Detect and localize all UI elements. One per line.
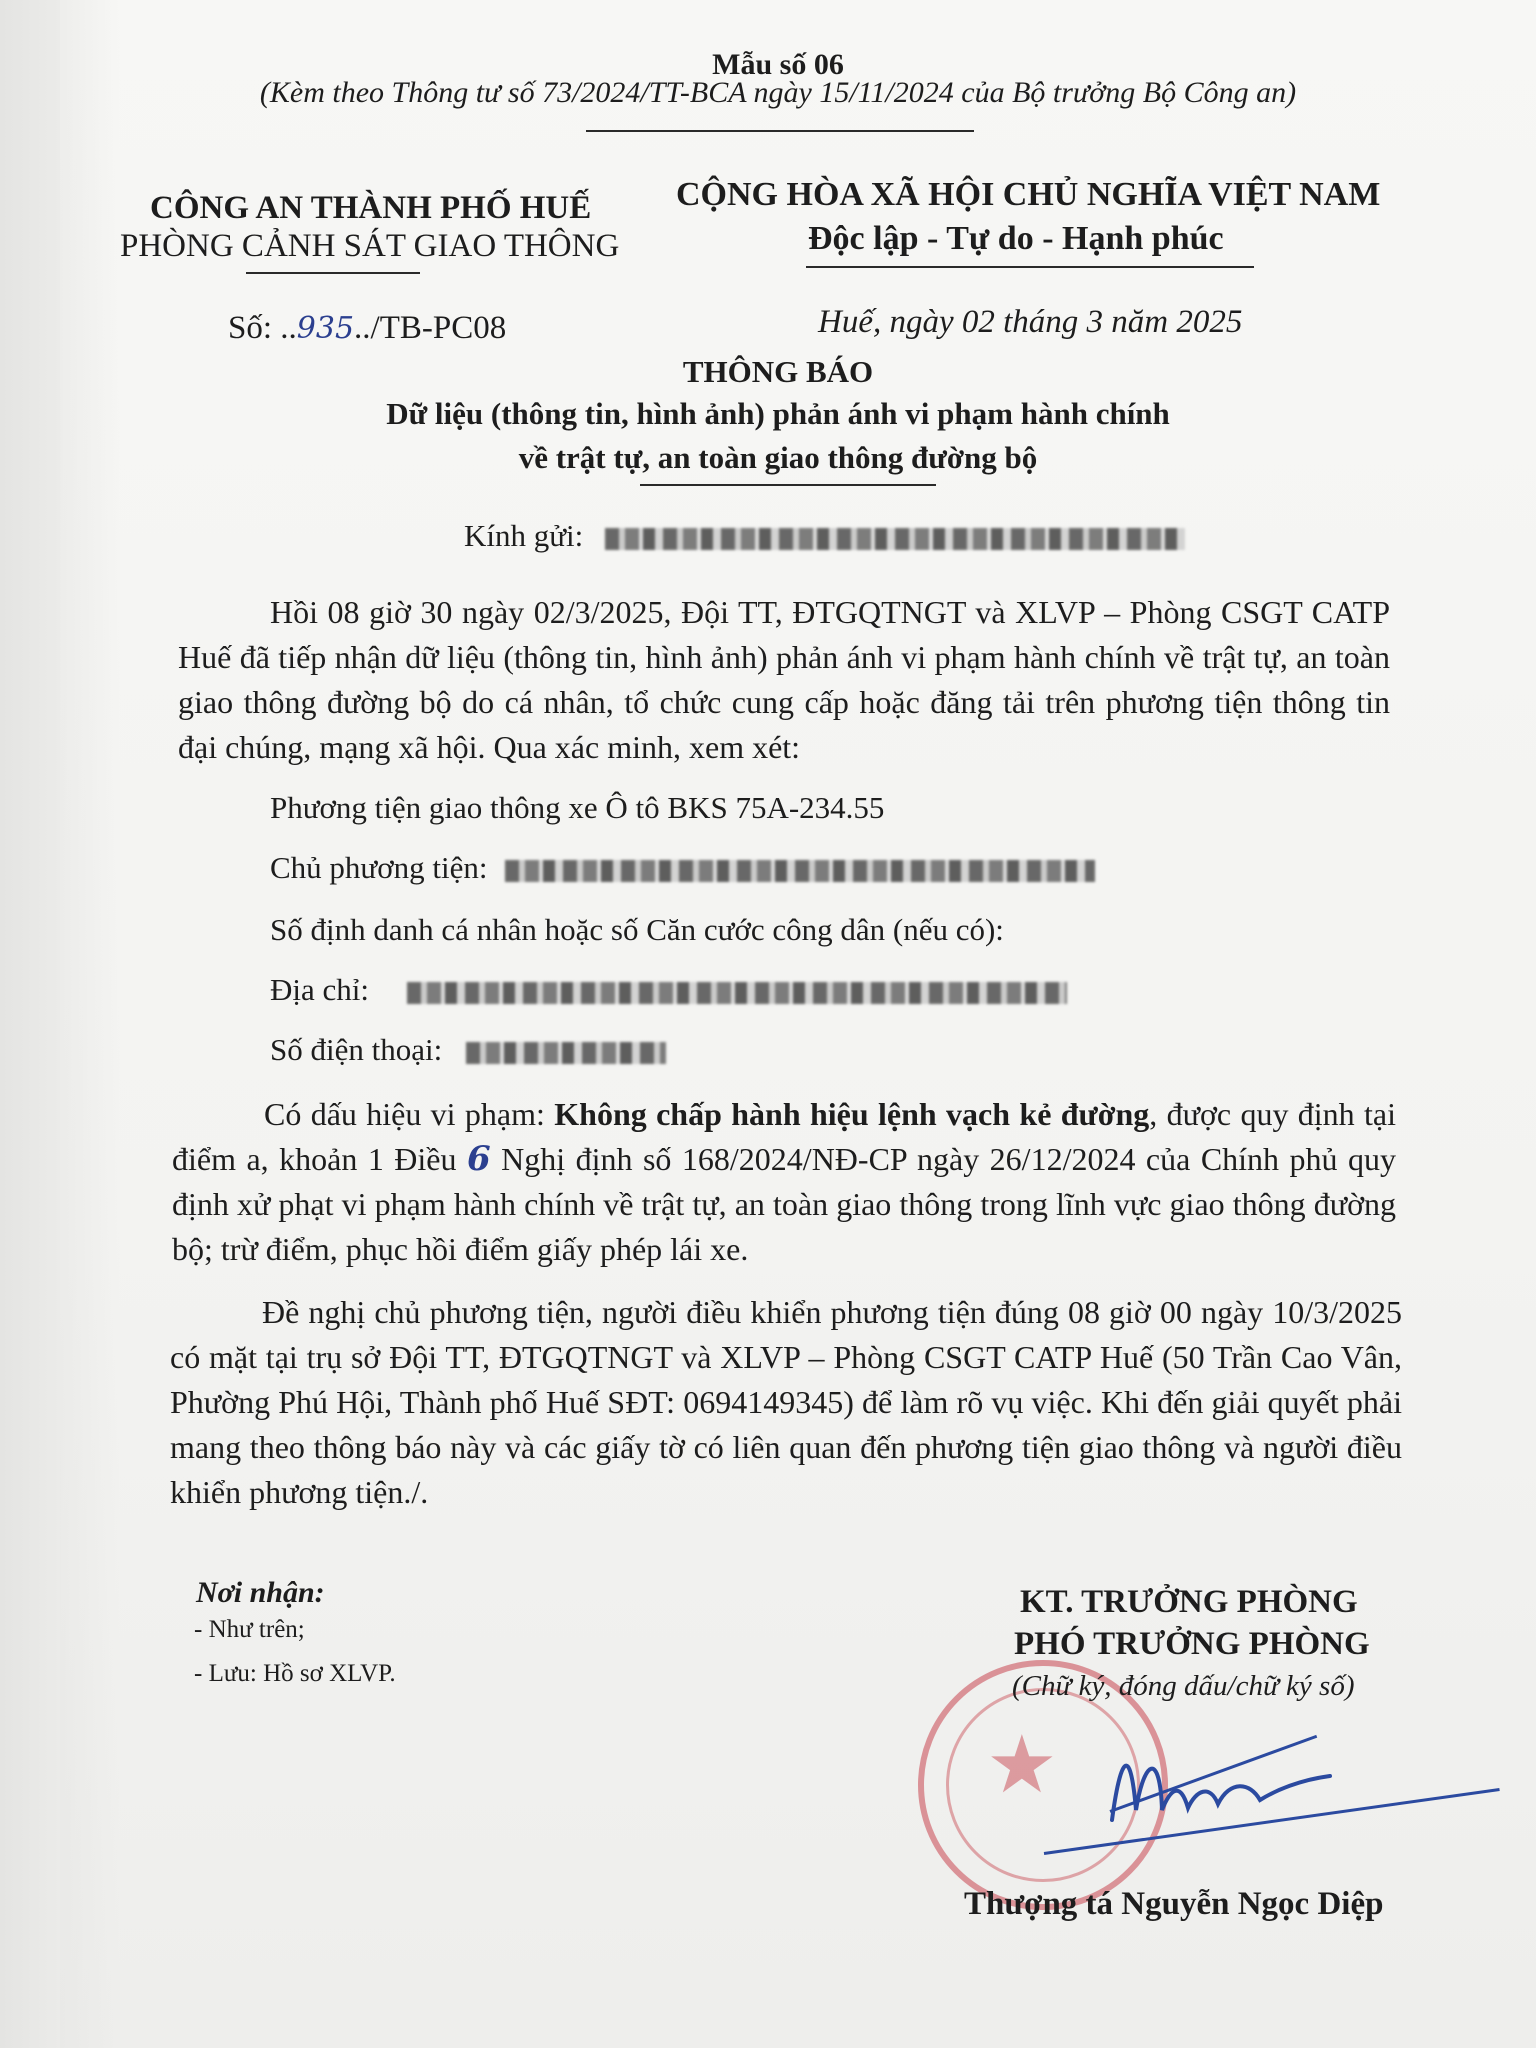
place-date: Huế, ngày 02 tháng 3 năm 2025 (818, 304, 1243, 340)
notice-subtitle-2: về trật tự, an toàn giao thông đường bộ (518, 440, 1038, 475)
addressee-redacted (605, 528, 1185, 550)
signer-name: Thượng tá Nguyễn Ngọc Diệp (964, 1886, 1384, 1922)
agency-name: CÔNG AN THÀNH PHỐ HUẾ (150, 190, 592, 226)
address-label: Địa chỉ: (270, 972, 369, 1007)
address-line (270, 972, 1067, 1008)
document-number-suffix: ../TB-PC08 (354, 310, 507, 346)
agency-rule (246, 272, 420, 274)
paragraph-summons-text: Đề nghị chủ phương tiện, người điều khiển phương tiện đúng 08 giờ 00 ngày 10/3/2025 có mặt tại trụ sở Đội TT, ĐTGQTNGT và XLVP – Phòng CSGT CATP Huế (50 Trần Cao Vân, Phường Phú Hội, Thành phố Huế SĐT: 0694149345) để làm rõ vụ việc. Khi đến giải quyết phải mang theo thông báo này và các giấy tờ có liên quan đến phương tiện giao thông và người điều khiển phương tiện./. (170, 1294, 1402, 1510)
id-line: Số định danh cá nhân hoặc số Căn cước công dân (nếu có): (270, 912, 1004, 947)
owner-redacted (505, 860, 1095, 882)
violation-legal-a: , được quy định tại điểm a, khoản 1 Điều (172, 1096, 1397, 1177)
violation-legal-b: Nghị định số 168/2024/NĐ-CP ngày 26/12/2024 của Chính phủ quy định xử phạt vi phạm hành chính về trật tự, an toàn giao thông trong lĩnh vực giao thông đường bộ; trừ điểm, phục hồi điểm giấy phép lái xe. (172, 1141, 1397, 1267)
agency-department: PHÒNG CẢNH SÁT GIAO THÔNG (120, 228, 620, 264)
owner-label: Chủ phương tiện: (270, 850, 488, 885)
national-motto: Độc lập - Tự do - Hạnh phúc (808, 220, 1224, 257)
paragraph-summons (170, 1290, 1402, 1515)
form-reference: (Kèm theo Thông tư số 73/2024/TT-BCA ngày 15/11/2024 của Bộ trưởng Bộ Công an) (259, 76, 1297, 109)
page-edge-shadow (0, 0, 120, 2048)
notice-title: THÔNG BÁO (682, 354, 874, 389)
paragraph-violation (172, 1092, 1396, 1272)
phone-line (270, 1032, 666, 1068)
signature-scribble (1100, 1720, 1340, 1840)
violation-intro: Có dấu hiệu vi phạm: (264, 1096, 555, 1132)
header-rule (586, 130, 974, 132)
form-number: Mẫu số 06 (712, 48, 844, 81)
phone-label: Số điện thoại: (270, 1032, 443, 1067)
recipient-item-1: - Như trên; (194, 1616, 305, 1643)
paragraph-receipt (178, 590, 1390, 770)
owner-line (270, 850, 1095, 886)
addressee (464, 518, 1185, 554)
document-number-handwritten: 935 (296, 311, 355, 346)
recipients-heading: Nơi nhận: (196, 1576, 325, 1609)
paragraph-receipt-text: Hồi 08 giờ 30 ngày 02/3/2025, Đội TT, ĐTGQTNGT và XLVP – Phòng CSGT CATP Huế đã tiếp nhận dữ liệu (thông tin, hình ảnh) phản ánh vi phạm hành chính về trật tự, an toàn giao thông đường bộ do cá nhân, tổ chức cung cấp hoặc đăng tải trên phương tiện thông tin đại chúng, mạng xã hội. Qua xác minh, xem xét: (178, 594, 1390, 765)
article-number-handwritten: 6 (466, 1139, 491, 1179)
address-redacted (407, 982, 1067, 1004)
national-title: CỘNG HÒA XÃ HỘI CHỦ NGHĨA VIỆT NAM (676, 176, 1381, 213)
document-number-prefix: Số: .. (228, 310, 297, 346)
motto-rule (806, 266, 1254, 268)
title-rule (640, 484, 936, 486)
notice-subtitle-1: Dữ liệu (thông tin, hình ảnh) phản ánh vi phạm hành chính (386, 396, 1170, 431)
phone-redacted (466, 1042, 666, 1064)
signature-title-1: KT. TRƯỞNG PHÒNG (1020, 1584, 1358, 1620)
document-number (228, 310, 506, 347)
signature-title-2: PHÓ TRƯỞNG PHÒNG (1014, 1626, 1370, 1662)
addressee-label: Kính gửi: (464, 518, 584, 553)
violation-description: Không chấp hành hiệu lệnh vạch kẻ đường (554, 1096, 1150, 1132)
vehicle-info: Phương tiện giao thông xe Ô tô BKS 75A-234.55 (270, 790, 885, 825)
seal-star-icon: ★ (986, 1722, 1058, 1810)
recipient-item-2: - Lưu: Hồ sơ XLVP. (194, 1660, 396, 1687)
signature-note: (Chữ ký, đóng dấu/chữ ký số) (1012, 1670, 1355, 1702)
